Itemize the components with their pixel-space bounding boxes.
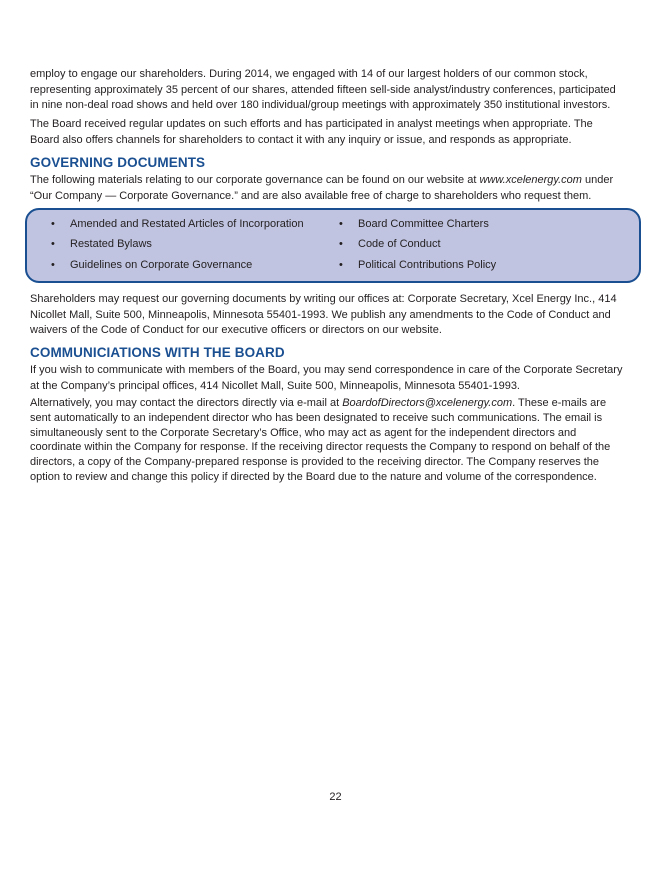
text-line: Board also offers channels for shareholders to contact it with any inquiry or issue, and responds as appropriate. (30, 133, 572, 146)
bullet-icon: • (51, 259, 55, 271)
text-line: simultaneously sent to the Corporate Secretary’s Office, who may act as agent for the independent directors and (30, 426, 577, 439)
communications-heading: COMMUNICIATIONS WITH THE BOARD (30, 345, 285, 360)
page-number: 22 (329, 791, 342, 803)
document-item: Code of Conduct (358, 238, 441, 250)
bullet-icon: • (339, 259, 343, 271)
text-line: sent automatically to an independent director who has been designated to receive such communications. The email is (30, 411, 603, 424)
intro-paragraph-2 (30, 117, 645, 148)
bullet-icon: • (339, 218, 343, 230)
text: The following materials relating to our corporate governance can be found on our website at (30, 174, 480, 186)
text: under (581, 174, 614, 186)
text-line: The Board received regular updates on such efforts and has participated in analyst meetings when appropriate. The (30, 118, 593, 130)
text-line: waivers of the Code of Conduct for our executive officers or directors on our website. (30, 324, 442, 336)
bullet-icon: • (51, 238, 55, 250)
bullet-icon: • (339, 238, 343, 250)
text-line: in nine non-deal road shows and held over 180 individual/group meetings with approximately 350 institutional investors. (30, 99, 611, 111)
intro-paragraph-1 (30, 67, 645, 114)
text-line: If you wish to communicate with members of the Board, you may send correspondence in care of the Corporate Secretary (30, 364, 623, 376)
text-line: employ to engage our shareholders. During 2014, we engaged with 14 of our largest holders of our common stock, (30, 68, 588, 80)
text: Alternatively, you may contact the directors directly via e-mail at (30, 397, 343, 409)
document-item: Amended and Restated Articles of Incorporation (70, 218, 304, 230)
text-line: coordinate within the Company for response. If the receiving director requests the Company to respond on behalf of the (30, 441, 611, 454)
document-item: Board Committee Charters (358, 218, 489, 230)
governing-intro-paragraph (30, 173, 645, 204)
communications-paragraph-1 (30, 363, 645, 394)
text-line: Nicollet Mall, Suite 500, Minneapolis, Minnesota 55401-1993. We publish any amendments to the Code of Conduct and (30, 308, 611, 321)
text-line: directors, a copy of the Company-prepared response is provided to the receiving director. The Company reserves the (30, 456, 600, 469)
text-line: at the Company’s principal offices, 414 Nicollet Mall, Suite 500, Minneapolis, Minnesota 55401-1993. (30, 379, 520, 392)
text: . These e-mails are (512, 397, 607, 409)
document-item: Restated Bylaws (70, 238, 152, 250)
text-line (30, 396, 645, 411)
text-line: “Our Company — Corporate Governance.” and are also available free of charge to shareholders who request them. (30, 189, 592, 202)
text-line: representing approximately 35 percent of our shares, attended fifteen sell-side analyst/industry conferences, participated (30, 83, 616, 96)
text-line: Shareholders may request our governing documents by writing our offices at: Corporate Secretary, Xcel Energy Inc., 414 (30, 293, 617, 305)
text-line (30, 173, 645, 189)
governing-documents-heading: GOVERNING DOCUMENTS (30, 155, 206, 170)
document-item: Guidelines on Corporate Governance (70, 259, 253, 271)
website-link[interactable]: www.xcelenergy.com (479, 174, 582, 186)
text-line: option to review and change this policy if directed by the Board due to the nature and volume of the correspondence. (30, 470, 597, 483)
communications-paragraph-2 (30, 396, 645, 485)
email-link[interactable]: BoardofDirectors@xcelenergy.com (342, 397, 513, 409)
bullet-icon: • (51, 218, 55, 230)
document-item: Political Contributions Policy (358, 259, 497, 271)
governing-request-paragraph (30, 292, 645, 339)
